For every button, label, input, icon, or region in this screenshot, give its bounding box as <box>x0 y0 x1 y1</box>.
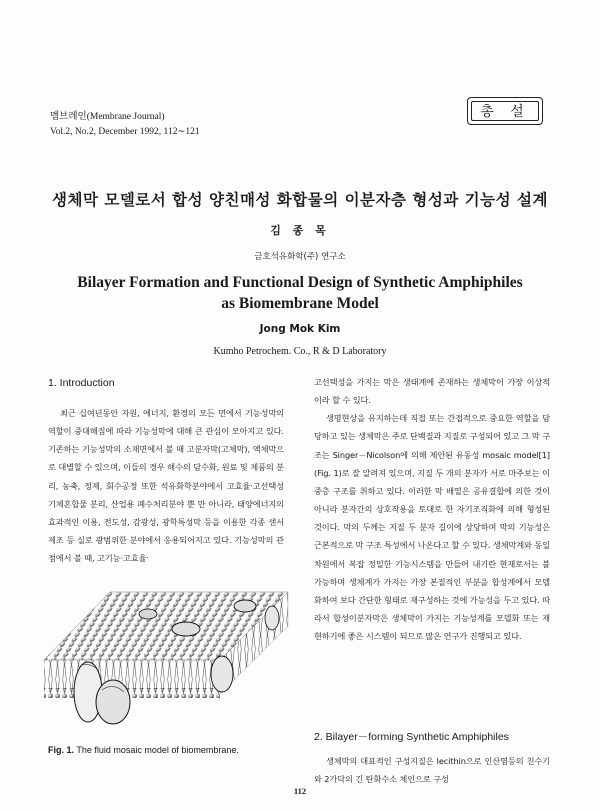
english-title <box>0 272 600 314</box>
figure-caption <box>48 745 239 755</box>
intro-paragraph <box>48 404 284 567</box>
review-badge <box>467 97 543 125</box>
english-affiliation: Kumho Petrochem. Co., R & D Laboratory <box>213 346 387 357</box>
journal-volume: Vol.2, No.2, December 1992, 112∼121 <box>50 127 200 137</box>
page-number: 112 <box>293 786 307 796</box>
right-column <box>314 373 550 645</box>
fluid-mosaic-figure <box>40 582 290 740</box>
right-paragraph-3: 생체막의 대표적인 구성지질은 lecithin으로 인산염등의 친수기와 2가닥의 긴 탄화수소 체인으로 구성 <box>314 756 550 785</box>
english-title-line1: Bilayer Formation and Functional Design of Synthetic Amphiphiles <box>77 274 523 291</box>
section-1-heading: 1. Introduction <box>48 377 115 389</box>
journal-citation <box>50 110 200 140</box>
english-title-line2: as Biomembrane Model <box>221 295 379 312</box>
korean-author: 김 종 목 <box>270 224 330 237</box>
figure-caption-label: Fig. 1. <box>48 745 75 755</box>
journal-name: 멤브레인(Membrane Journal) <box>50 112 165 122</box>
intro-text: 최근 십여년동안 자원, 에너지, 환경의 모든 면에서 기능성막의 역할이 중대해짐에 따라 기능성막에 대해 큰 관심이 모아지고 있다. 기존하는 기능성막의 소재면에서 볼 때 고분자막(고체막), 액체막으로 대별할 수 있으며, 이들의 경우 해수의 담수화, 원료 및 제품의 분리, 농축, 정제, 회수공정 또한 석유화학분야에서 고효율·고선택성 기체혼합물 분리, 산업용 폐수처리분야 뿐 만 아니라, 태양에너지의 효과적인 이용, 전도성, 감광성, 광학특성막 등을 이용한 각종 센서제조 등 실로 광범위한 분야에서 응용되어지고 있다. 기능성막의 관점에서 볼 때, 고기능·고효율· <box>48 408 284 564</box>
korean-title: 생체막 모델로서 합성 양친매성 화합물의 이분자층 형성과 기능성 설계 <box>52 191 548 209</box>
right-paragraph-2: 생명현상을 유지하는데 직접 또는 간접적으로 중요한 역할을 담당하고 있는 생체막은 주로 단백질과 지질로 구성되어 있고 그 막 구조는 Singer－Nicolson에 의해 제안된 유동성 mosaic model[1](Fig. 1)로 잘 알려져 있으며, 지질 두 개의 분자가 서로 마주보는 이중층 구조를 취하고 있다. 이러한 막 배열은 공유결합에 의한 것이 아니라 분자간의 상호작용을 토대로 한 자기조직화에 의해 형성된 것이다. 막의 두께는 지질 두 분자 길이에 상당하며 막의 기능성은 근본적으로 막 구조 특성에서 나온다고 할 수 있다. 생체막계와 동일차원에서 복잡 정밀한 기능시스템을 만들어 내기란 현재로서는 불가능하며 생체계가 가지는 가장 본질적인 부분을 합성계에서 모델화하여 보다 간단한 형태로 재구성하는 것에 가능성을 두고 있다. 따라서 합성이분자막은 생체막이 가지는 기능성계를 모델화 또는 재현하기에 좋은 시스템이 되므로 많은 연구가 진행되고 있다. <box>314 413 550 642</box>
figure-caption-text: The fluid mosaic model of biomembrane. <box>76 745 239 755</box>
section-2-heading: 2. Bilayer－forming Synthetic Amphiphiles <box>314 731 509 743</box>
english-author: Jong Mok Kim <box>259 323 341 335</box>
review-badge-label: 총 설 <box>480 104 530 120</box>
korean-affiliation: 금호석유화학(주) 연구소 <box>254 252 346 262</box>
right-paragraph-1: 고선택성을 가지는 막은 생태계에 존재하는 생체막이 가장 이상적이라 할 수 있다. <box>314 377 550 406</box>
section-2-body <box>314 752 550 788</box>
